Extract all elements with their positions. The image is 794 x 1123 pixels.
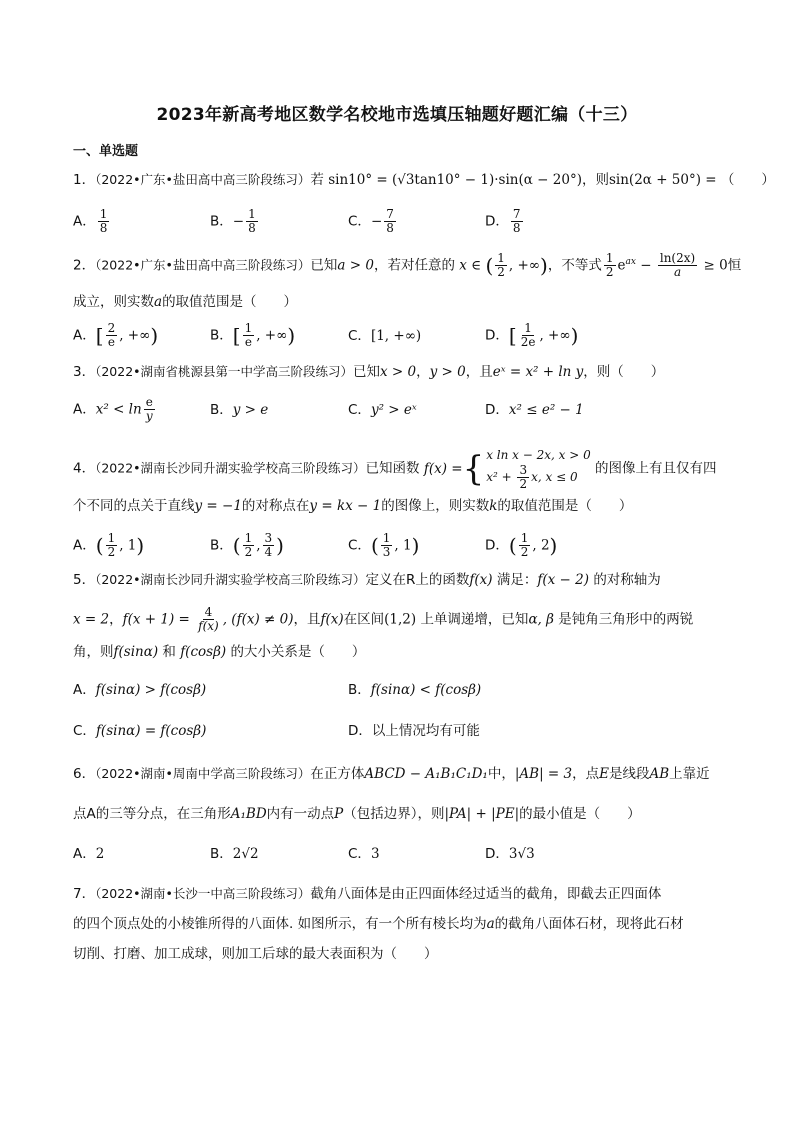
question-2: 2．（2022•广东•盐田高中高三阶段练习）已知a > 0，若对任意的 x ∈ ( $\frac{1}{2}$ , +∞)，不等式 $\frac{1}{2}$ $e^{ax}$ − $\frac{\ln(2x)}{a}$ ≥ 0恒 [73, 251, 742, 279]
question-1: 1．（2022•广东•盐田高中高三阶段练习）若 sin10° = (√3tan10° − 1)·sin(α − 20°)，则sin(2α + 50°) = （ ） [73, 172, 775, 188]
question-4-cont: 个不同的点关于直线y = −1的对称点在y = kx − 1的图像上，则实数k的取值范围是（ ） [73, 498, 633, 514]
question-4: 4．（2022•湖南长沙同升湖实验学校高三阶段练习）已知函数 f(x) = { x ln x − 2x, x > 0 x² + $\frac{3}{2}$ x, x ≤ 0 的图像上有且仅有四 [73, 448, 717, 491]
q6-option-c: C．3 [348, 846, 380, 862]
q5-option-c: C．f(sinα) = f(cosβ) [73, 723, 207, 739]
q1-option-a: A． $\frac{1}{8}$ [73, 207, 108, 235]
question-7-cont2: 切削、打磨、加工成球，则加工后球的最大表面积为（ ） [73, 946, 438, 962]
q4-option-b: B．( $\frac{1}{2}$ , $\frac{3}{4}$ ) [210, 531, 284, 559]
q4-option-d: D．( $\frac{1}{2}$ , 2) [485, 531, 558, 559]
q5-option-a: A．f(sinα) > f(cosβ) [73, 682, 207, 698]
q3-option-a: A．x² < ln $\frac{e}{y}$ [73, 395, 153, 423]
question-7-cont: 的四个顶点处的小棱锥所得的八面体. 如图所示，有一个所有棱长均为a的截角八面体石材，现将此石材 [73, 916, 684, 932]
q5-option-b: B．f(sinα) < f(cosβ) [348, 682, 482, 698]
question-2-cont: 成立，则实数a的取值范围是（ ） [73, 294, 298, 310]
section-heading: 一、单选题 [73, 144, 139, 159]
question-3: 3．（2022•湖南省桃源县第一中学高三阶段练习）已知x > 0，y > 0，且eˣ = x² + ln y，则（ ） [73, 364, 665, 380]
q6-option-a: A．2 [73, 846, 105, 862]
question-6-cont: 点A的三等分点，在三角形A₁BD内有一动点P（包括边界），则|PA| + |PE|的最小值是（ ） [73, 806, 641, 822]
page-title: 2023年新高考地区数学名校地市选填压轴题好题汇编（十三） [156, 105, 638, 125]
q3-option-b: B．y > e [210, 402, 269, 418]
q2-option-a: A．[ $\frac{2}{e}$ , +∞) [73, 321, 159, 349]
q4-option-a: A．( $\frac{1}{2}$ , 1) [73, 531, 145, 559]
question-6: 6．（2022•湖南•周南中学高三阶段练习）在正方体ABCD − A₁B₁C₁D₁中，|AB| = 3，点E是线段AB上靠近 [73, 766, 710, 782]
q1-option-d: D． $\frac{7}{8}$ [485, 207, 521, 235]
q6-option-d: D．3√3 [485, 846, 535, 862]
q2-option-b: B．[ $\frac{1}{e}$ , +∞) [210, 321, 296, 349]
q4-option-c: C．( $\frac{1}{3}$ , 1) [348, 531, 420, 559]
q2-option-d: D．[ $\frac{1}{2e}$ , +∞) [485, 321, 579, 349]
question-5: 5．（2022•湖南长沙同升湖实验学校高三阶段练习）定义在R上的函数f(x) 满足：f(x − 2) 的对称轴为 [73, 572, 661, 588]
question-5-cont2: 角，则f(sinα) 和 f(cosβ) 的大小关系是（ ） [73, 644, 366, 660]
q3-option-d: D．x² ≤ e² − 1 [485, 402, 584, 418]
q1-option-b: B．− $\frac{1}{8}$ [210, 207, 256, 235]
q5-option-d: D．以上情况均有可能 [348, 723, 480, 739]
q2-option-c: C．[1, +∞) [348, 328, 422, 344]
question-7: 7．（2022•湖南•长沙一中高三阶段练习）截角八面体是由正四面体经过适当的截角，即截去正四面体 [73, 886, 662, 902]
q1-option-c: C．− $\frac{7}{8}$ [348, 207, 394, 235]
question-5-cont: x = 2，f(x + 1) = $\frac{4}{f(x)}$ , (f(x) ≠ 0)，且f(x)在区间(1,2) 上单调递增，已知α, β 是钝角三角形中的两锐 [73, 605, 694, 633]
q6-option-b: B．2√2 [210, 846, 259, 862]
q3-option-c: C．y² > eˣ [348, 402, 417, 418]
